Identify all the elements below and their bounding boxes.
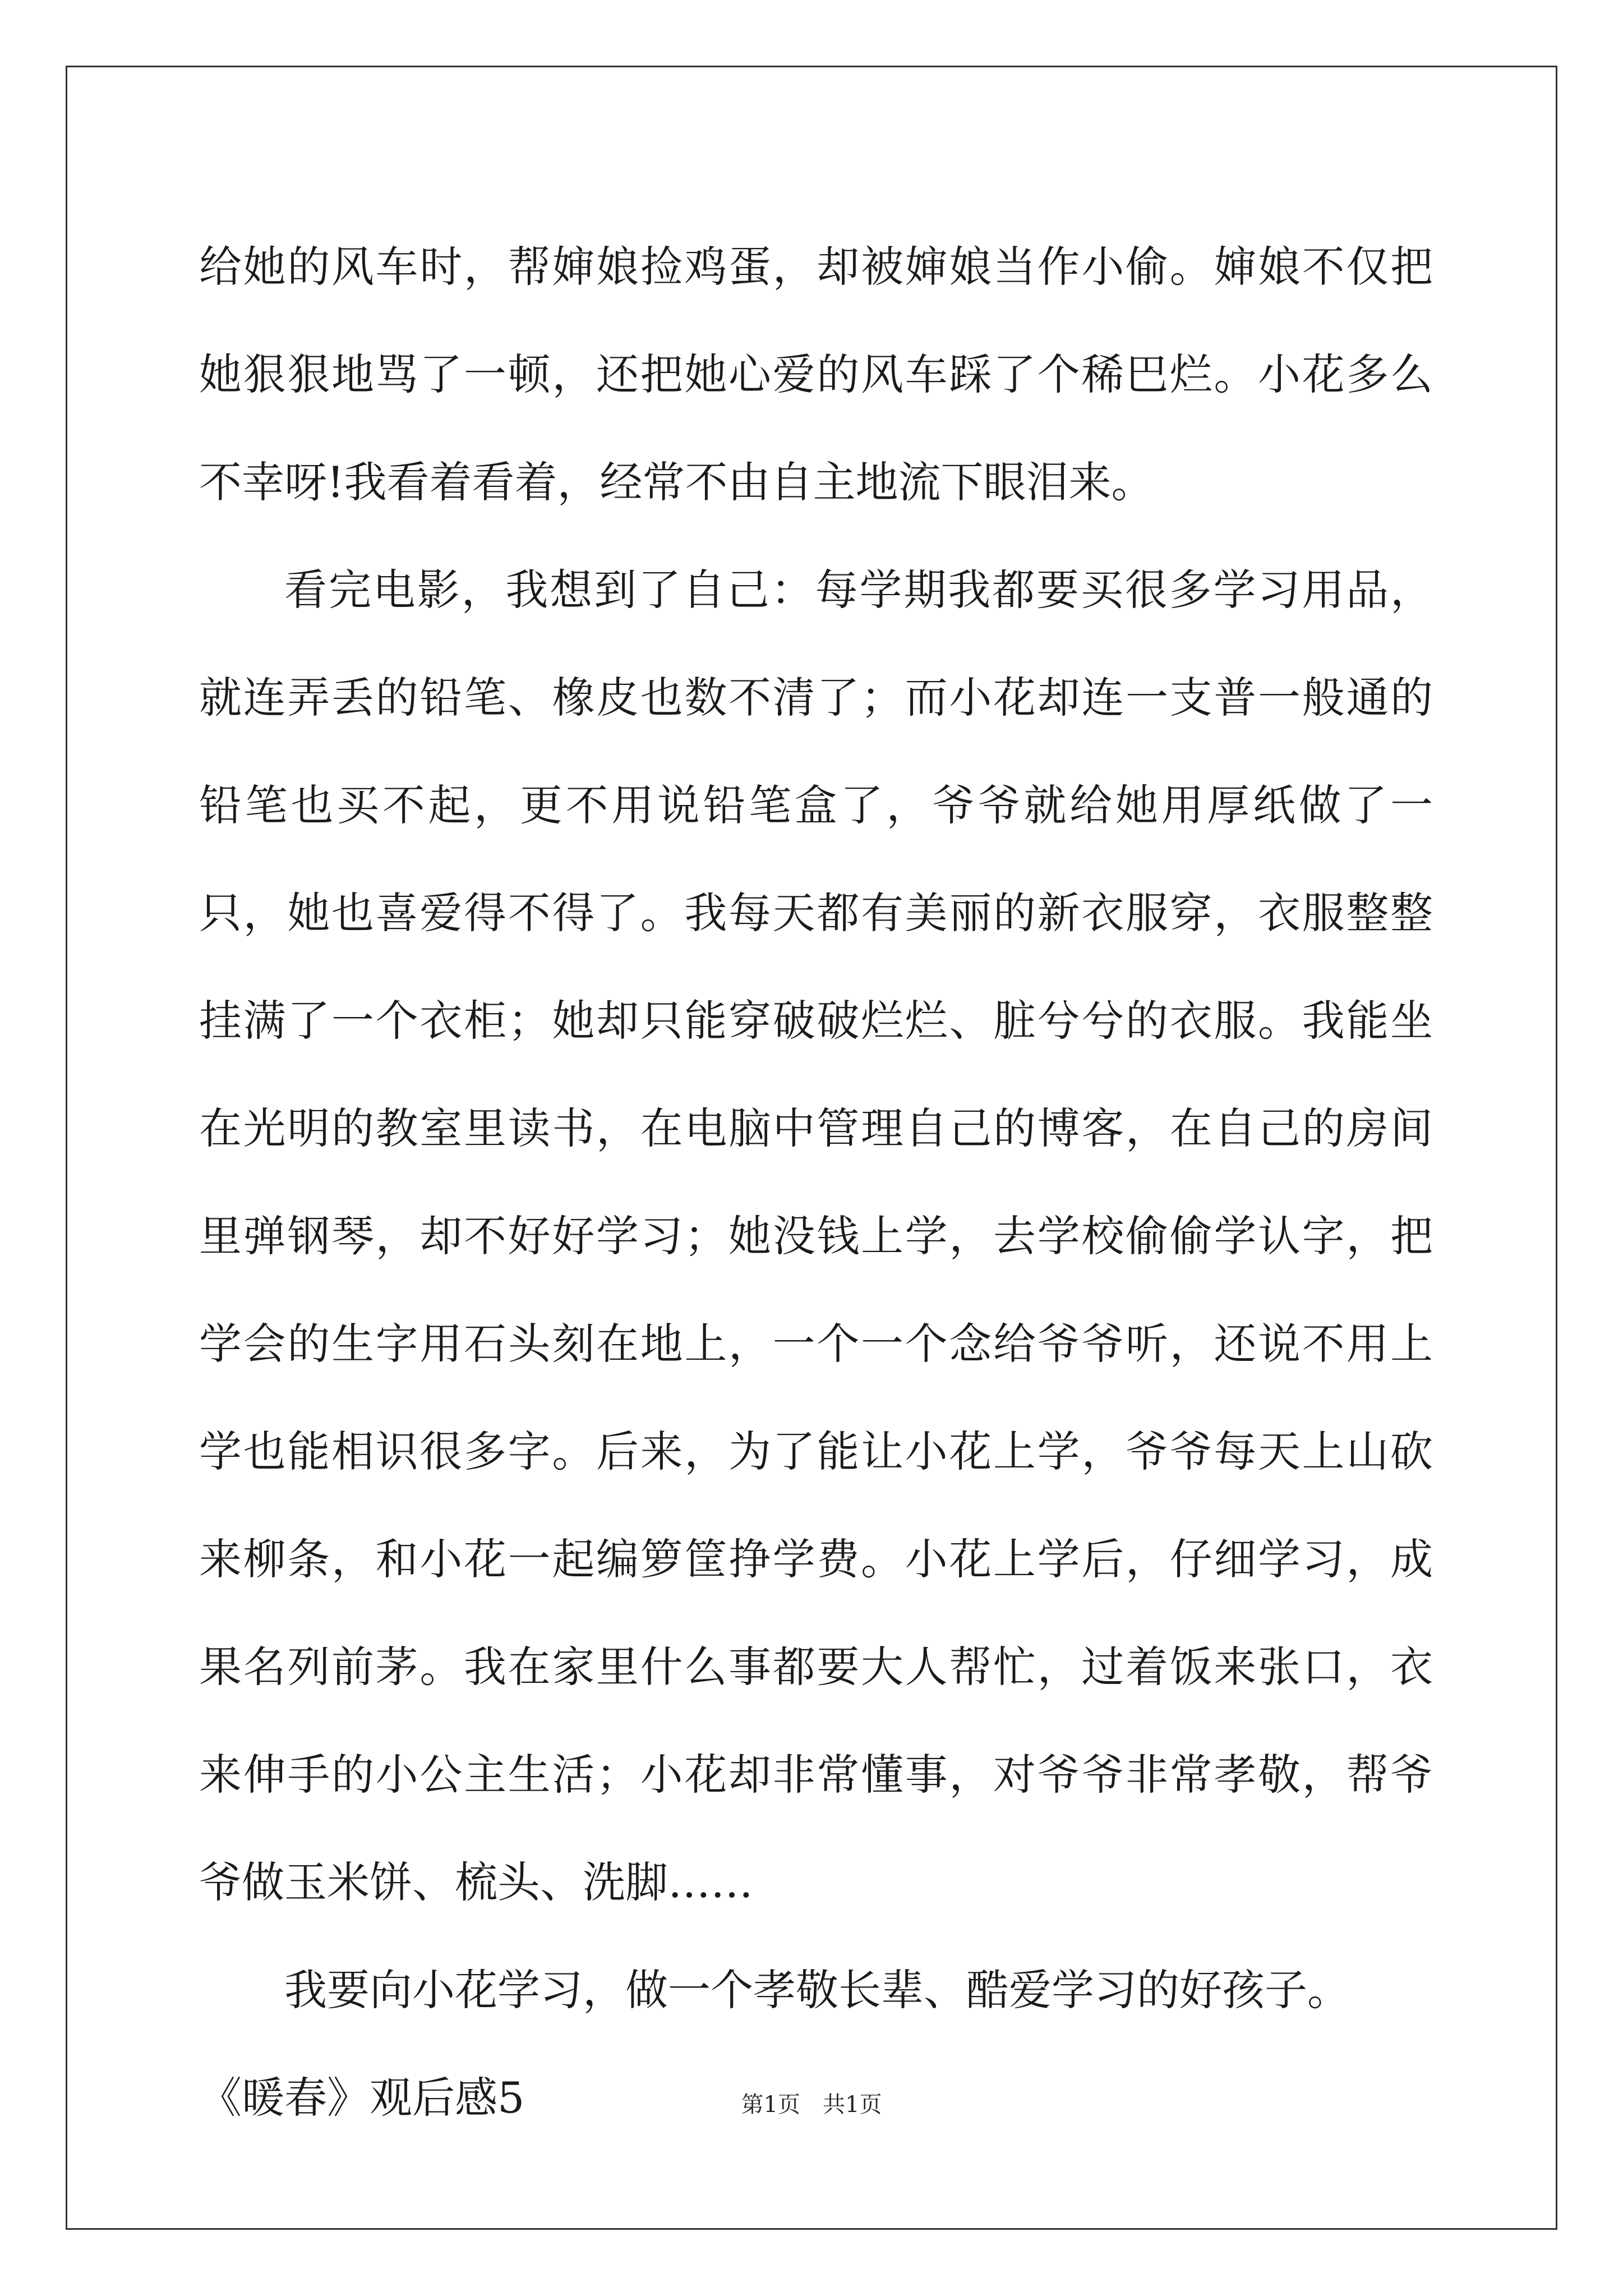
paragraph-conclusion: 我要向小花学习，做一个孝敬长辈、酷爱学习的好孩子。 <box>284 1965 1350 2015</box>
section-title: 《暖春》观后感5 <box>199 2073 525 2123</box>
page-number: 第1页 <box>741 2092 800 2118</box>
paragraph-continued: 给她的风车时，帮婶娘捡鸡蛋，却被婶娘当作小偷。婶娘不仅把她狠狠地骂了一顿，还把她心爱的风车踩了个稀巴烂。小花多么不幸呀!我看着看着，经常不由自主地流下眼泪来。 <box>199 242 1433 507</box>
document-body <box>199 213 1433 2152</box>
page-total: 共1页 <box>823 2092 882 2118</box>
page-footer <box>0 2088 1623 2122</box>
paragraph-body: 看完电影，我想到了自己：每学期我都要买很多学习用品，就连弄丢的铅笔、橡皮也数不清了；而小花却连一支普一般通的铅笔也买不起，更不用说铅笔盒了，爷爷就给她用厚纸做了一只，她也喜爱得不得了。我每天都有美丽的新衣服穿，衣服整整挂满了一个衣柜；她却只能穿破破烂烂、脏兮兮的衣服。我能坐在光明的教室里读书，在电脑中管理自己的博客，在自己的房间里弹钢琴，却不好好学习；她没钱上学，去学校偷偷学认字，把学会的生字用石头刻在地上，一个一个念给爷爷听，还说不用上学也能相识很多字。后来，为了能让小花上学，爷爷每天上山砍来柳条，和小花一起编箩筐挣学费。小花上学后，仔细学习，成果名列前茅。我在家里什么事都要大人帮忙，过着饭来张口，衣来伸手的小公主生活；小花却非常懂事，对爷爷非常孝敬，帮爷爷做玉米饼、梳头、洗脚…… <box>199 565 1433 1907</box>
